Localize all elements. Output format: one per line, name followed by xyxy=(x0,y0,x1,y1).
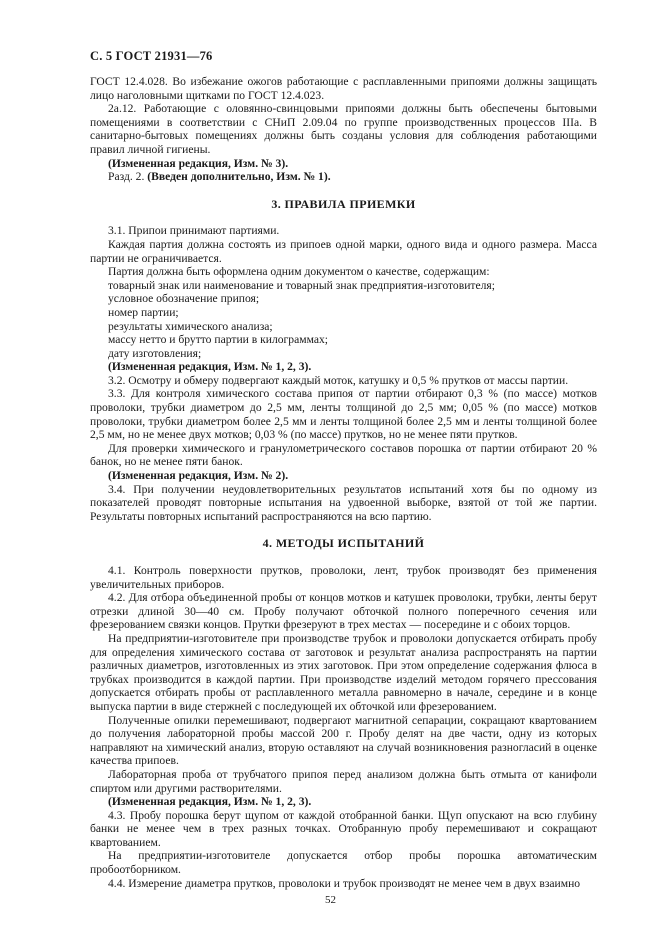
paragraph: 4.2. Для отбора объединенной пробы от концов мотков и катушек проволоки, трубки, ленты берут отрезки длиной 30—40 см. Пробу получают обточкой полного поперечного сечения или фрезерованием связки концов. Прутки фрезеруют в трех местах — посередине и с обоих торцов. xyxy=(90,591,597,632)
paragraph: Лабораторная проба от трубчатого припоя перед анализом должна быть отмыта от канифоли спиртом или другими растворителями. xyxy=(90,767,597,795)
page-header: С. 5 ГОСТ 21931—76 xyxy=(90,49,213,63)
paragraph: Для проверки химического и гранулометрического составов порошка от партии отбирают 20 % банок, но не менее пяти банок. xyxy=(90,441,597,469)
paragraph: 3.3. Для контроля химического состава припоя от партии отбирают 0,3 % (по массе) мотков проволоки, трубки диаметром до 2,5 мм, ленты толщиной до 2,5 мм; 0,05 % (по массе) мотков проволоки, трубки диаметром более 2,5 мм и ленты толщиной более 2,5 мм и ленты толщиной более 2,5 мм, но не менее двух мотков; 0,03 % (по массе) прутков, но не менее пяти прутков. xyxy=(90,387,597,442)
paragraph: Полученные опилки перемешивают, подвергают магнитной сепарации, сокращают квартованием до получения лабораторной пробы массой 200 г. Пробу делят на две части, одну из которых направляют на химический анализ, вторую оставляют на случай возникновения разногласий в оценке качества припоев. xyxy=(90,713,597,768)
paragraph: 4.1. Контроль поверхности прутков, проволоки, лент, трубок производят без применения увеличительных приборов. xyxy=(90,564,597,591)
list-item: дату изготовления; xyxy=(108,346,202,360)
list-item: условное обозначение припоя; xyxy=(108,292,260,306)
section-heading: 4. МЕТОДЫ ИСПЫТАНИЙ xyxy=(262,536,425,551)
paragraph: 3.2. Осмотру и обмеру подвергают каждый моток, катушку и 0,5 % прутков от массы партии. xyxy=(108,373,569,387)
paragraph: На предприятии-изготовителе при производстве трубок и проволоки допускается отбирать пробу для определения химического состава от заготовок и результат анализа распространять на партии различных диаметров, изготовленных из этих заготовок. При этом определение содержания флюса в трубках производится в каждой партии. При производстве изделий методом горячего прессования допускается отбирать пробы от расплавленного металла равномерно в начале, середине и в конце выпуска партии в виде стержней с последующей их обточкой или фрезерованием. xyxy=(90,631,597,713)
amendment-note: (Измененная редакция, Изм. № 1, 2, 3). xyxy=(108,795,312,809)
paragraph: На предприятии-изготовителе допускается отбор пробы порошка автоматическим пробоотборником. xyxy=(90,849,597,877)
paragraph: 2а.12. Работающие с оловянно-свинцовыми припоями должны быть обеспечены бытовыми помещениями в соответствии с СНиП 2.09.04 по группе производственных процессов IIIа. В санитарно-бытовых помещениях должны быть созданы условия для соблюдения работающими правил личной гигиены. xyxy=(90,102,597,156)
page-number: 52 xyxy=(325,894,336,906)
list-item: массу нетто и брутто партии в килограммах; xyxy=(108,333,328,347)
amendment-note: (Введен дополнительно, Изм. № 1). xyxy=(147,170,331,184)
amendment-note: (Измененная редакция, Изм. № 3). xyxy=(108,156,289,170)
list-item: номер партии; xyxy=(108,305,179,319)
paragraph: Партия должна быть оформлена одним документом о качестве, содержащим: xyxy=(108,265,490,279)
list-item: товарный знак или наименование и товарный знак предприятия-изготовителя; xyxy=(108,278,495,292)
paragraph xyxy=(90,170,597,184)
page-content xyxy=(90,75,597,890)
paragraph: 4.4. Измерение диаметра прутков, проволоки и трубок производят не менее чем в двух взаимно xyxy=(108,876,581,890)
section-heading: 3. ПРАВИЛА ПРИЕМКИ xyxy=(271,196,416,211)
paragraph: 3.4. При получении неудовлетворительных результатов испытаний хотя бы по одному из показателей проводят повторные испытания на удвоенной выборке, взятой от той же партии. Результаты повторных испытаний распространяются на всю партию. xyxy=(90,482,597,523)
paragraph: 4.3. Пробу порошка берут щупом от каждой отобранной банки. Щуп опускают на всю глубину банки не менее чем в трех разных точках. Отобранную пробу перемешивают и сокращают квартованием. xyxy=(90,808,597,849)
section-ref: Разд. 2. xyxy=(108,170,145,184)
amendment-note: (Измененная редакция, Изм. № 2). xyxy=(108,469,289,483)
list-item: результаты химического анализа; xyxy=(108,319,273,333)
amendment-note: (Измененная редакция, Изм. № 1, 2, 3). xyxy=(108,360,312,374)
paragraph: ГОСТ 12.4.028. Во избежание ожогов работающие с расплавленными припоями должны защищать лицо наголовными щитками по ГОСТ 12.4.023. xyxy=(90,75,597,102)
paragraph: 3.1. Припои принимают партиями. xyxy=(108,224,280,238)
paragraph: Каждая партия должна состоять из припоев одной марки, одного вида и одного размера. Масса партии не ограничивается. xyxy=(90,237,597,265)
